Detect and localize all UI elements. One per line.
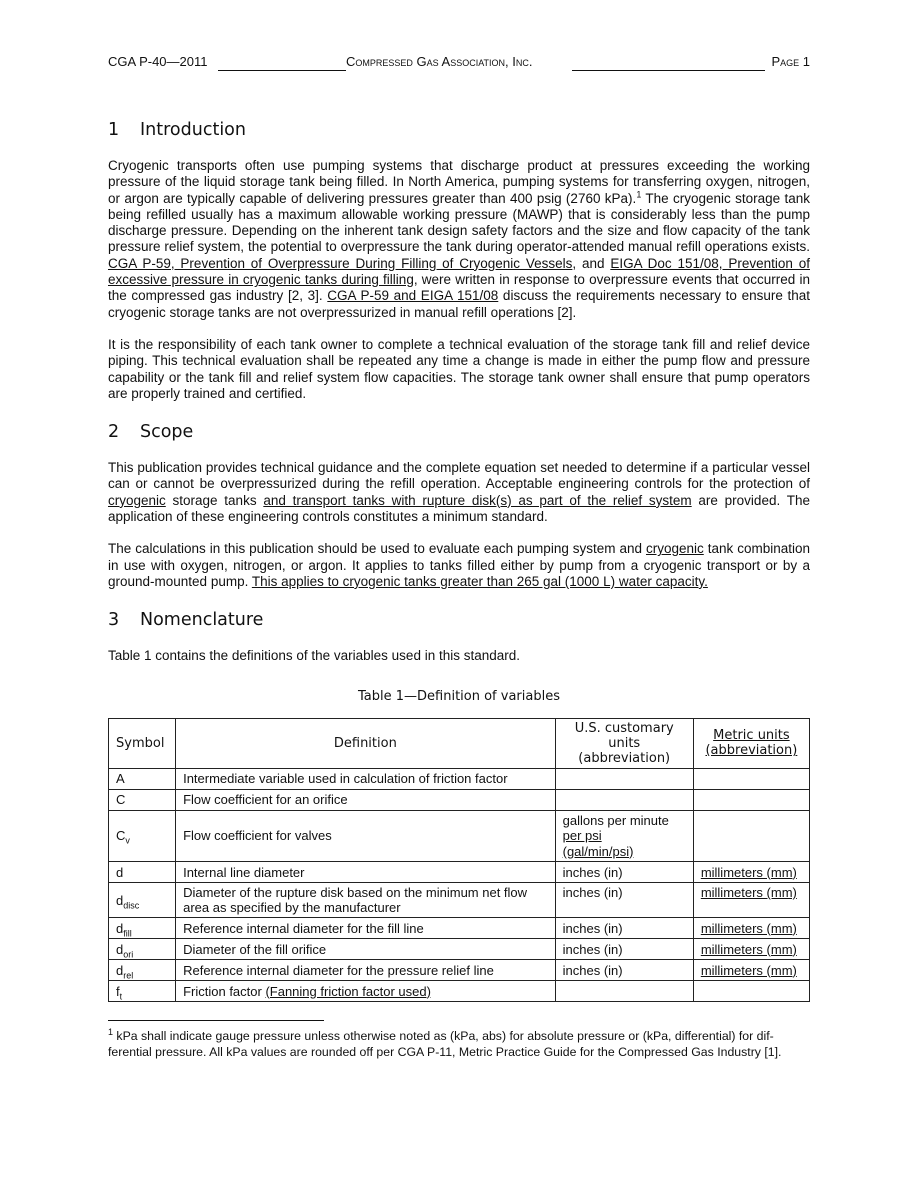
table-body [109, 768, 810, 1002]
symbol-text: d [116, 920, 124, 936]
symbol-subscript: ori [123, 949, 134, 960]
table-row [109, 960, 810, 981]
text-run: The calculations in this publication should be used to evaluate each pumping system and [108, 541, 646, 557]
footnote-rule [108, 1020, 324, 1021]
table-row [109, 862, 810, 883]
cell-symbol [109, 862, 176, 883]
section-title: Scope [140, 422, 194, 443]
cell-definition [176, 981, 556, 1002]
page-header [108, 54, 810, 72]
text-run: discuss the requirements necessary to ensure that cryogenic storage tanks are not overpressurized in manual refill operations [2]. [108, 288, 811, 320]
col-header-metric-units: Metric units (abbreviation) [693, 718, 809, 768]
symbol-text: d [116, 864, 124, 880]
symbol-text: f [116, 983, 120, 999]
cell-symbol [109, 810, 176, 862]
section-heading [108, 610, 810, 630]
paragraph [108, 460, 810, 525]
header-org-name: Compressed Gas Association, Inc. [346, 54, 533, 69]
text-run: are provided. The application of these engineering controls constitutes a minimum standard. [108, 492, 810, 525]
cell-metric-units [693, 810, 809, 862]
table-row [109, 883, 810, 918]
header-rule-left [218, 70, 346, 71]
cell-definition: Reference internal diameter for the fill line [176, 918, 556, 939]
symbol-text: d [116, 941, 124, 957]
metric-units-text: millimeters (mm) [700, 864, 797, 880]
text-run: The cryogenic storage tank being refilled usually has a maximum allowable working pressure (MAWP) that is considerably less than the pump discharge pressure. Depending on the inherent tank design safety factors and the size and flow capacity of the tank pressure relief system, the potential to overpressure the tank during operator-attended manual refill operations exists. [108, 190, 810, 255]
col-header-us-units: U.S. customary units (abbreviation) [555, 718, 693, 768]
text-run: It is the responsibility of each tank owner to complete a technical evaluation of the storage tank fill and relief device piping. This technical evaluation shall be repeated any time a change is made in either the pump flow and pressure capability or the tank fill and relief system flow capacities. The storage tank owner shall ensure that pump operators are properly trained and certified. [108, 336, 810, 401]
cell-symbol [109, 960, 176, 981]
col-header-symbol: Symbol [109, 718, 176, 768]
cell-symbol [109, 883, 176, 918]
cell-symbol [109, 789, 176, 810]
paragraph [108, 648, 810, 664]
header-page-number: Page 1 [771, 54, 810, 69]
table-row [109, 768, 810, 789]
section-number: 2 [108, 422, 120, 443]
section-heading [108, 422, 810, 442]
underlined-text: CGA P-59, Prevention of Overpressure During Filling of Cryogenic Vessels [108, 255, 573, 271]
underlined-text: CGA P-59 and EIGA 151/08 [327, 288, 499, 304]
section-title: Introduction [140, 120, 246, 140]
underlined-text: cryogenic [645, 541, 704, 557]
cell-definition: Flow coefficient for valves [176, 810, 556, 862]
symbol-text: A [116, 771, 125, 787]
text-run: , and [572, 255, 611, 271]
sections-container [108, 120, 810, 665]
cell-us-units [555, 789, 693, 810]
paragraph [108, 337, 810, 402]
cell-us-units: inches (in) [555, 960, 693, 981]
cell-definition: Diameter of the rupture disk based on the minimum net flow area as specified by the manufacturer [176, 883, 556, 918]
cell-symbol [109, 981, 176, 1002]
cell-us-units [555, 768, 693, 789]
table-row [109, 939, 810, 960]
text-run: This publication provides technical guidance and the complete equation set needed to determine if a particular vessel can or cannot be overpressurized during the refill operation. Acceptable engineering controls for the protection of [108, 460, 810, 492]
cell-definition: Diameter of the fill orifice [176, 939, 556, 960]
cell-definition: Reference internal diameter for the pressure relief line [176, 960, 556, 981]
cell-definition: Intermediate variable used in calculation of friction factor [176, 768, 556, 789]
section-title: Nomenclature [140, 610, 264, 631]
document-body [108, 120, 810, 1060]
cell-metric-units [693, 789, 809, 810]
cell-definition: Flow coefficient for an orifice [176, 789, 556, 810]
cell-us-units: inches (in) [555, 939, 693, 960]
metric-units-text: millimeters (mm) [700, 941, 797, 957]
cell-metric-units [693, 768, 809, 789]
cell-us-units [555, 981, 693, 1002]
header-rule-right [572, 70, 765, 71]
underlined-text: This applies to cryogenic tanks greater than 265 gal (1000 L) water capacity. [251, 573, 708, 589]
metric-units-text: millimeters (mm) [700, 920, 797, 936]
text-run: kPa shall indicate gauge pressure unless otherwise noted as (kPa, abs) for absolute pressure or (kPa, differential) for differential pressure. All kPa values are rounded off per CGA P-11, Metric Practice Guide for the Compressed Gas Industry [1]. [108, 1029, 782, 1059]
text-run: Friction factor [183, 983, 266, 999]
underlined-text: and transport tanks with rupture disk(s) as part of the relief system [263, 492, 692, 508]
section-number: 1 [108, 120, 120, 140]
cell-metric-units [693, 883, 809, 918]
symbol-text: d [116, 962, 124, 978]
paragraph [108, 541, 810, 590]
metric-units-text: millimeters (mm) [700, 885, 797, 901]
text-run: tank combination in use with oxygen, nitrogen, or argon. It applies to tanks filled either by pump from a cryogenic transport or by a ground-mounted pump. [108, 541, 810, 589]
cell-metric-units [693, 918, 809, 939]
underlined-text: EIGA Doc 151/08, Prevention of excessive pressure in cryogenic tanks during filling [108, 255, 810, 288]
cell-symbol [109, 918, 176, 939]
cell-symbol [109, 939, 176, 960]
table-row [109, 789, 810, 810]
footnote-ref: 1 [636, 189, 642, 200]
cell-us-units: inches (in) [555, 883, 693, 918]
section-number: 3 [108, 610, 120, 631]
symbol-text: C [116, 792, 126, 808]
symbol-subscript: fill [123, 928, 132, 939]
table-row [109, 981, 810, 1002]
symbol-subscript: t [119, 991, 123, 1002]
cell-us-units [555, 810, 693, 862]
section-heading [108, 120, 810, 140]
text-run: , were written in response to overpressure events that occurred in the compressed gas industry [2, 3]. [108, 272, 810, 304]
cell-us-units: inches (in) [555, 918, 693, 939]
cell-metric-units [693, 960, 809, 981]
metric-units-text: millimeters (mm) [700, 962, 797, 978]
us-units-line: gallons per minute [562, 812, 669, 828]
symbol-subscript: rel [123, 970, 134, 981]
cell-metric-units [693, 981, 809, 1002]
cell-metric-units [693, 939, 809, 960]
footnote-marker: 1 [108, 1026, 114, 1037]
us-units-line: per psi [562, 828, 602, 844]
underlined-text: (Fanning friction factor used) [265, 983, 431, 999]
text-run: Cryogenic transports often use pumping systems that discharge product at pressures exceeding the working pressure of the liquid storage tank being filled. In North America, pumping systems for transferring oxygen, nitrogen, or argon are typically capable of delivering pressures greater than 400 psig (2760 kPa). [108, 158, 810, 206]
col-header-definition: Definition [176, 718, 556, 768]
table-row [109, 918, 810, 939]
footnote [108, 1026, 810, 1060]
header-doc-id: CGA P-40—2011 [108, 54, 208, 69]
symbol-text: d [116, 892, 124, 908]
text-run: Table 1 contains the definitions of the variables used in this standard. [108, 648, 521, 664]
cell-symbol [109, 768, 176, 789]
cell-metric-units [693, 862, 809, 883]
paragraph [108, 158, 810, 321]
table-caption: Table 1—Definition of variables [358, 688, 560, 704]
symbol-subscript: v [125, 835, 130, 846]
symbol-subscript: disc [123, 900, 140, 911]
symbol-text: C [116, 828, 126, 844]
table-header-row [109, 718, 810, 768]
cell-us-units: inches (in) [555, 862, 693, 883]
cell-definition: Internal line diameter [176, 862, 556, 883]
text-run: storage tanks [165, 492, 264, 508]
us-units-line: (gal/min/psi) [562, 843, 634, 859]
variables-table [108, 718, 810, 1003]
table-row [109, 810, 810, 862]
underlined-text: cryogenic [108, 492, 166, 508]
